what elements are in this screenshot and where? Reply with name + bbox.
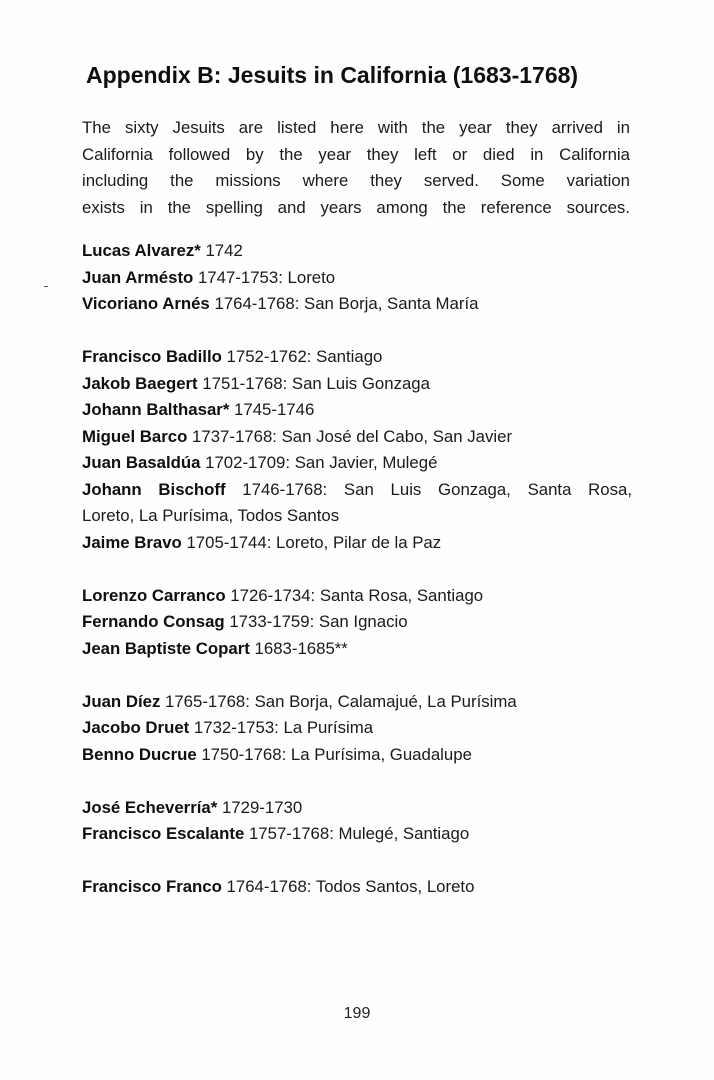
list-item	[82, 477, 632, 530]
list-item	[82, 450, 632, 477]
jesuit-list	[82, 238, 632, 927]
jesuit-details: 1737-1768: San José del Cabo, San Javier	[187, 426, 513, 446]
list-item	[82, 742, 632, 769]
jesuit-name: Benno Ducrue	[82, 744, 197, 764]
jesuit-details: 1733-1759: San Ignacio	[224, 612, 408, 631]
intro-line: exists in the spelling and years among the reference sources.	[82, 197, 630, 217]
letter-group-d	[82, 689, 632, 769]
list-item	[82, 530, 632, 557]
intro-line: The sixty Jesuits are listed here with the year they arrived in	[82, 118, 630, 137]
jesuit-details-continuation: Loreto, La Purísima, Todos Santos	[82, 506, 340, 525]
jesuit-name: Vicoriano Arnés	[82, 294, 210, 313]
list-item	[82, 371, 632, 398]
margin-mark	[44, 286, 48, 287]
jesuit-details: 1732-1753: La Purísima	[189, 718, 374, 737]
list-item	[82, 397, 632, 424]
list-item	[82, 238, 632, 265]
jesuit-details: 1765-1768: San Borja, Calamajué, La Purísima	[160, 691, 517, 711]
jesuit-name: Juan Díez	[82, 691, 161, 711]
list-item	[82, 795, 632, 822]
list-item	[82, 424, 632, 451]
letter-group-f	[82, 874, 632, 901]
jesuit-name: Fernando Consag	[82, 612, 225, 631]
page-title: Appendix B: Jesuits in California (1683-1768)	[86, 62, 579, 88]
jesuit-details: 1742	[200, 241, 243, 260]
jesuit-details: 1683-1685**	[249, 638, 348, 658]
list-item	[82, 821, 632, 848]
list-item	[82, 344, 632, 371]
jesuit-name: Francisco Franco	[82, 877, 222, 896]
jesuit-details: 1729-1730	[217, 797, 303, 817]
jesuit-name: Francisco Escalante	[82, 824, 245, 843]
jesuit-details: 1757-1768: Mulegé, Santiago	[244, 824, 470, 843]
jesuit-name: Miguel Barco	[82, 426, 188, 446]
jesuit-name: Lucas Alvarez*	[82, 241, 201, 260]
letter-group-b	[82, 344, 632, 556]
jesuit-details: 1764-1768: Todos Santos, Loreto	[221, 877, 475, 896]
jesuit-name: Juan Armésto	[82, 267, 194, 287]
list-item	[82, 291, 632, 318]
list-item	[82, 265, 632, 292]
jesuit-details: 1745-1746	[229, 400, 315, 419]
list-item	[82, 874, 632, 901]
jesuit-name: Jaime Bravo	[82, 532, 182, 552]
jesuit-details: 1750-1768: La Purísima, Guadalupe	[196, 744, 472, 764]
jesuit-details: 1746-1768: San Luis Gonzaga, Santa Rosa,	[225, 479, 632, 499]
jesuit-name: José Echeverría*	[82, 797, 218, 817]
list-item	[82, 689, 632, 716]
jesuit-details: 1726-1734: Santa Rosa, Santiago	[225, 585, 484, 605]
list-item	[82, 583, 632, 610]
letter-group-e	[82, 795, 632, 848]
jesuit-name: Jacobo Druet	[82, 718, 190, 737]
jesuit-details: 1752-1762: Santiago	[221, 347, 383, 366]
list-item	[82, 636, 632, 663]
page-number: 199	[343, 1005, 371, 1022]
jesuit-name: Jean Baptiste Copart	[82, 638, 250, 658]
intro-paragraph	[82, 115, 630, 221]
jesuit-details: 1751-1768: San Luis Gonzaga	[197, 373, 430, 393]
intro-line: California followed by the year they left or died in California	[82, 144, 630, 164]
jesuit-details: 1702-1709: San Javier, Mulegé	[200, 453, 438, 472]
jesuit-details: 1764-1768: San Borja, Santa María	[209, 294, 479, 313]
intro-line: including the missions where they served. Some variation	[82, 171, 630, 190]
jesuit-name: Lorenzo Carranco	[82, 585, 226, 605]
letter-group-c	[82, 583, 632, 663]
list-item	[82, 609, 632, 636]
jesuit-name: Johann Balthasar*	[82, 400, 230, 419]
jesuit-name: Jakob Baegert	[82, 373, 198, 393]
letter-group-a	[82, 238, 632, 318]
jesuit-name: Juan Basaldúa	[82, 453, 201, 472]
jesuit-details: 1705-1744: Loreto, Pilar de la Paz	[181, 532, 442, 552]
list-item	[82, 715, 632, 742]
jesuit-name: Francisco Badillo	[82, 347, 222, 366]
jesuit-details: 1747-1753: Loreto	[193, 267, 336, 287]
jesuit-name: Johann Bischoff	[82, 479, 226, 499]
